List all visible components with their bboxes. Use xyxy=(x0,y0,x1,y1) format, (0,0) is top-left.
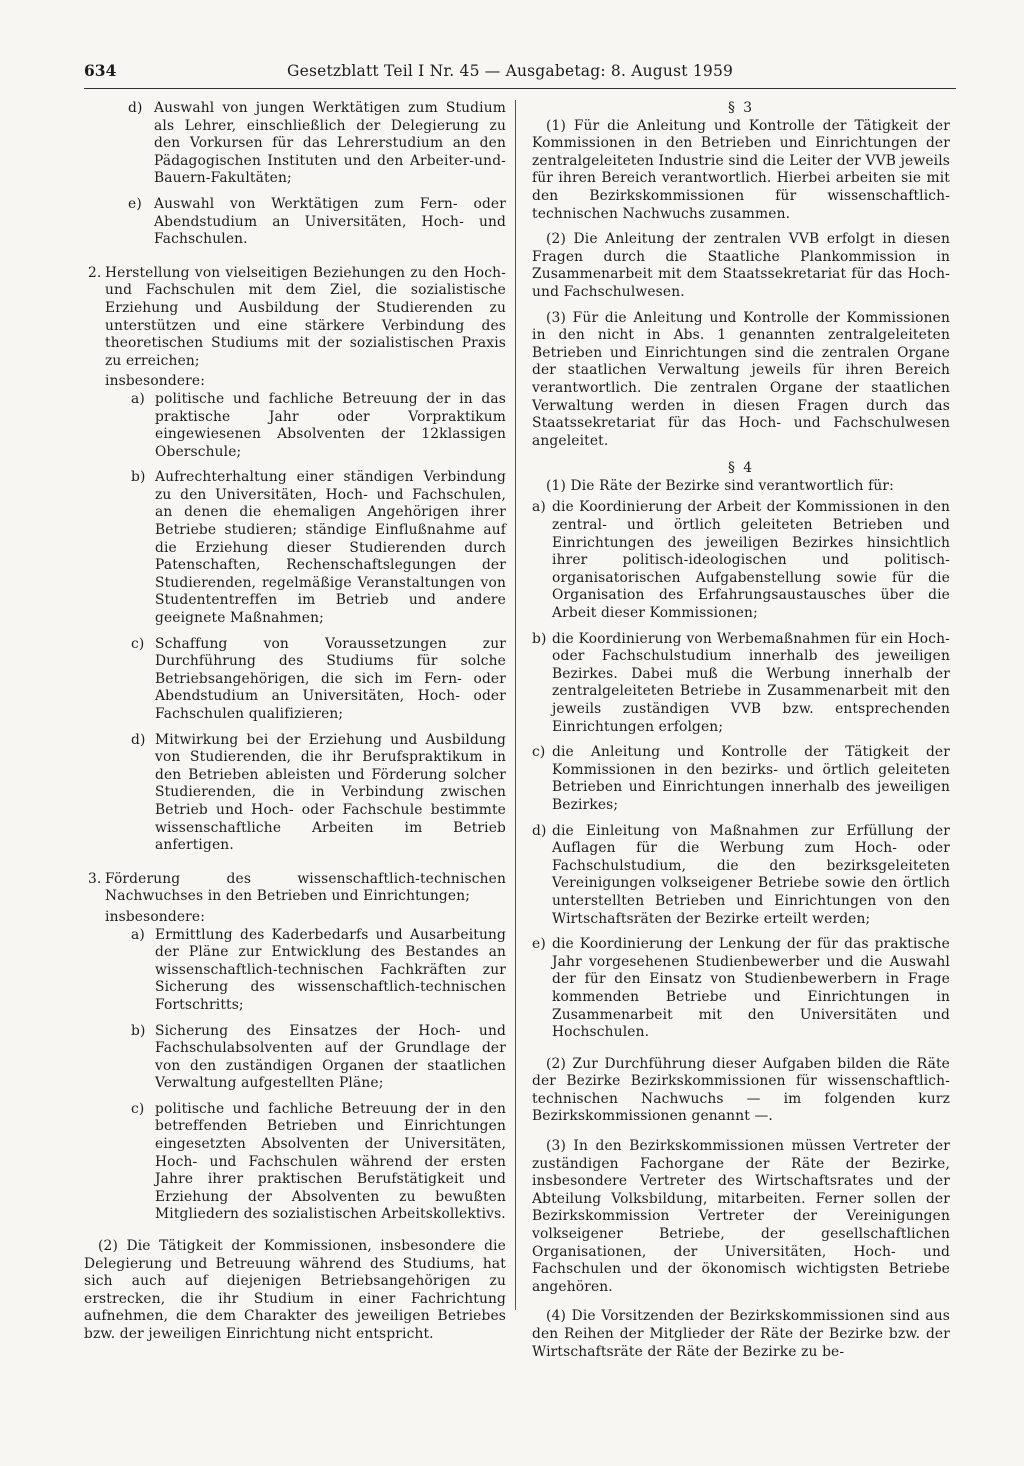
list-item xyxy=(532,744,950,814)
item-text: Mitwirkung bei der Erziehung und Ausbildung von Studierenden, die ihr Berufspraktikum in den Betrieben ableisten und Förderung solcher Studierenden, die in Verbindung zwischen Betrieb und Hoch- oder Fachschule bestimmte wissenschaftliche Arbeiten im Betrieb anfertigen. xyxy=(155,731,506,854)
item-label: e) xyxy=(532,936,546,953)
item-label: a) xyxy=(131,390,145,407)
section-heading-3: § 3 xyxy=(727,100,755,116)
item-text: politische und fachliche Betreuung der in den betreffenden Betrieben und Einrichtungen eingesetzten Absolventen der Universitäten, Hoch- und Fachschulen während der ersten Jahre ihrer praktischen Berufstätigkeit und Erziehung der Absolventen zu bewußten Mitgliedern des sozialistischen Arbeitskollektivs. xyxy=(155,1100,506,1223)
paragraph: (1) Für die Anleitung und Kontrolle der Tätigkeit der Kommissionen in den Betrieben und Einrichtungen der zentralgeleiteten Industrie sind die Leiter der VVB jeweils für ihren Bereich verantwortlich. Hierbei arbeiten sie mit den Bezirkskommissionen für wissenschaftlich-technischen Nachwuchs zusammen. xyxy=(532,117,950,222)
point-text: Förderung des wissenschaftlich-technischen Nachwuchses in den Betrieben und Einrichtungen; xyxy=(105,870,506,905)
numbered-point-3 xyxy=(84,871,506,906)
list-item xyxy=(84,100,506,188)
item-label: a) xyxy=(131,926,145,943)
item-text: die Koordinierung der Lenkung der für das praktische Jahr vorgesehenen Studienbewerber und die Auswahl der für den Einsatz von Studienbewerbern in Frage kommenden Betriebe und Einrichtungen in Zusammenarbeit mit den Universitäten und Hochschulen. xyxy=(552,936,950,1041)
item-label: c) xyxy=(131,1100,145,1117)
paragraph: (3) In den Bezirkskommissionen müssen Vertreter der zuständigen Fachorgane der Räte der Bezirke, insbesondere Vertreter des Wirtschaftsrates und der Abteilung Volksbildung, mitarbeiten. Ferner sollen der Bezirkskommission Vertreter der Vereinigungen volkseigener Betriebe, der gesellschaftlichen Organisationen, der Universitäten, Hoch- und Fachschulen und der ökonomisch wichtigsten Betriebe angehören. xyxy=(532,1138,950,1295)
item-label: b) xyxy=(532,630,547,647)
paragraph: (2) Die Anleitung der zentralen VVB erfolgt in diesen Fragen durch die Staatliche Plankommission in Zusammenarbeit mit dem Staatssekretariat für das Hoch- und Fachschulwesen. xyxy=(532,231,950,300)
page-number: 634 xyxy=(84,61,117,80)
item-text: Auswahl von Werktätigen zum Fern- oder Abendstudium an Universitäten, Hoch- und Fachschulen. xyxy=(154,195,506,248)
paragraph: (2) Zur Durchführung dieser Aufgaben bilden die Räte der Bezirke Bezirkskommissionen für wissenschaftlich-technischen Nachwuchs — im folgenden kurz Bezirkskommissionen genannt —. xyxy=(532,1055,950,1125)
list-item xyxy=(532,823,950,929)
numbered-point-2 xyxy=(84,265,506,371)
paragraph: (1) Die Räte der Bezirke sind verantwortlich für: xyxy=(546,477,894,494)
list-item xyxy=(532,936,950,1042)
item-label: c) xyxy=(532,744,546,761)
item-label: e) xyxy=(128,195,142,212)
running-title: Gesetzblatt Teil I Nr. 45 — Ausgabetag: 8. August 1959 xyxy=(287,62,734,80)
list-item xyxy=(84,732,506,855)
point-label: 2. xyxy=(88,264,102,281)
item-text: Aufrechterhaltung einer ständigen Verbindung zu den Universitäten, Hoch- und Fachschulen, an denen die ehemaligen Angehörigen ihrer Betriebe studieren; ständige Einflußnahme auf die Erziehung dieser Studierenden durch Patenschaften, Rechenschaftslegungen der Studierenden, regelmäßige Veranstaltungen von Studententreffen im Betrieb und andere geeignete Maßnahmen; xyxy=(155,469,506,627)
item-text: die Koordinierung der Arbeit der Kommissionen in den zentral- und örtlich geleiteten Betrieben und Einrichtungen des jeweiligen Bezirkes hinsichtlich ihrer politisch-ideologischen und politisch-organisatorischen Aufgabenstellung sowie für die Organisation des Erfahrungsaustausches über die Arbeit dieser Kommissionen; xyxy=(552,499,950,622)
paragraph: (4) Die Vorsitzenden der Bezirkskommissionen sind aus den Reihen der Mitglieder der Räte der Bezirke bzw. der Wirtschaftsräte der Räte der Bezirke zu be- xyxy=(532,1308,950,1360)
section-heading-4: § 4 xyxy=(727,460,755,477)
item-label: d) xyxy=(128,100,143,116)
point-text: Herstellung von vielseitigen Beziehungen zu den Hoch- und Fachschulen mit dem Ziel, die sozialistische Erziehung und Ausbildung der Studierenden zu unterstützen und eine stärkere Verbindung des theoretischen Studiums mit der sozialistischen Praxis zu erreichen; xyxy=(105,264,506,369)
left-column xyxy=(84,100,506,1352)
paragraph: (3) Für die Anleitung und Kontrolle der Kommissionen in den nicht in Abs. 1 genannten zentralgeleiteten Betrieben und Einrichtungen sind die zentralen Organe der staatlichen Verwaltung jeweils für ihren Bereich verantwortlich. Die zentralen Organe der staatlichen Verwaltung werden in diesen Fragen durch das Staatssekretariat für das Hoch- und Fachschulwesen angeleitet. xyxy=(532,309,950,449)
page-header xyxy=(84,60,954,82)
item-label: c) xyxy=(131,635,145,652)
item-text: Ermittlung des Kaderbedarfs und Ausarbeitung der Pläne zur Entwicklung des Bestandes an wissenschaftlich-technischen Fachkräften zur Sicherung des wissenschaftlich-technischen Fortschritts; xyxy=(155,926,506,1013)
item-label: b) xyxy=(131,1022,146,1039)
point-label: 3. xyxy=(88,870,102,887)
insbesondere-label: insbesondere: xyxy=(105,908,206,925)
item-label: b) xyxy=(131,469,146,486)
list-item xyxy=(84,636,506,724)
list-item xyxy=(84,1023,506,1093)
item-text: die Koordinierung von Werbemaßnahmen für ein Hoch- oder Fachschulstudium innerhalb des jeweiligen Bezirkes. Dabei muß die Werbung innerhalb der zentralgeleiteten Betriebe in Zusammenarbeit mit den jeweils zuständigen VVB bzw. entsprechenden Einrichtungen erfolgen; xyxy=(552,630,950,735)
list-item xyxy=(84,196,506,249)
item-text: Auswahl von jungen Werktätigen zum Studium als Lehrer, einschließlich der Delegierung zu den Vorkursen für das Lehrerstudium an den Pädagogischen Instituten und den Arbeiter-und-Bauern-Fakultäten; xyxy=(154,100,506,187)
right-column xyxy=(532,100,950,1369)
item-text: Schaffung von Voraussetzungen zur Durchführung des Studiums für solche Betriebsangehörigen, die sich im Fern- oder Abendstudium an Universitäten, Hoch- oder Fachschulen qualifizieren; xyxy=(155,635,506,722)
list-item xyxy=(84,1101,506,1224)
item-text: politische und fachliche Betreuung der in das praktische Jahr oder Vorpraktikum eingewiesenen Absolventen der 12klassigen Oberschule; xyxy=(155,390,506,460)
list-item xyxy=(84,391,506,461)
list-item xyxy=(84,927,506,1015)
item-label: a) xyxy=(532,499,546,516)
column-divider xyxy=(515,100,516,1310)
list-item xyxy=(532,499,950,622)
header-rule xyxy=(84,88,956,89)
list-item xyxy=(532,631,950,737)
item-label: d) xyxy=(532,822,547,839)
insbesondere-label: insbesondere: xyxy=(105,373,206,390)
list-item xyxy=(84,469,506,627)
item-label: d) xyxy=(131,731,146,748)
item-text: die Anleitung und Kontrolle der Tätigkeit der Kommissionen in den bezirks- und örtlich geleiteten Betrieben und Einrichtungen innerhalb des jeweiligen Bezirkes; xyxy=(552,744,950,813)
paragraph-2: (2) Die Tätigkeit der Kommissionen, insbesondere die Delegierung und Betreuung während des Studiums, hat sich auch auf diejenigen Betriebsangehörigen zu erstrecken, die ihr Studium in einer Fachrichtung aufnehmen, die dem Charakter des jeweiligen Betriebes bzw. der jeweiligen Einrichtung nicht entspricht. xyxy=(84,1238,506,1342)
item-text: Sicherung des Einsatzes der Hoch- und Fachschulabsolventen auf der Grundlage der von den zuständigen Organen der staatlichen Verwaltung aufgestellten Pläne; xyxy=(155,1022,506,1092)
item-text: die Einleitung von Maßnahmen zur Erfüllung der Auflagen für die Werbung zum Hoch- oder Fachschulstudium, die den bezirksgeleiteten Vereinigungen volkseigener Betriebe sowie den örtlich unterstellten Betrieben und Einrichtungen von den Wirtschaftsräten der Bezirke erteilt werden; xyxy=(552,822,950,927)
